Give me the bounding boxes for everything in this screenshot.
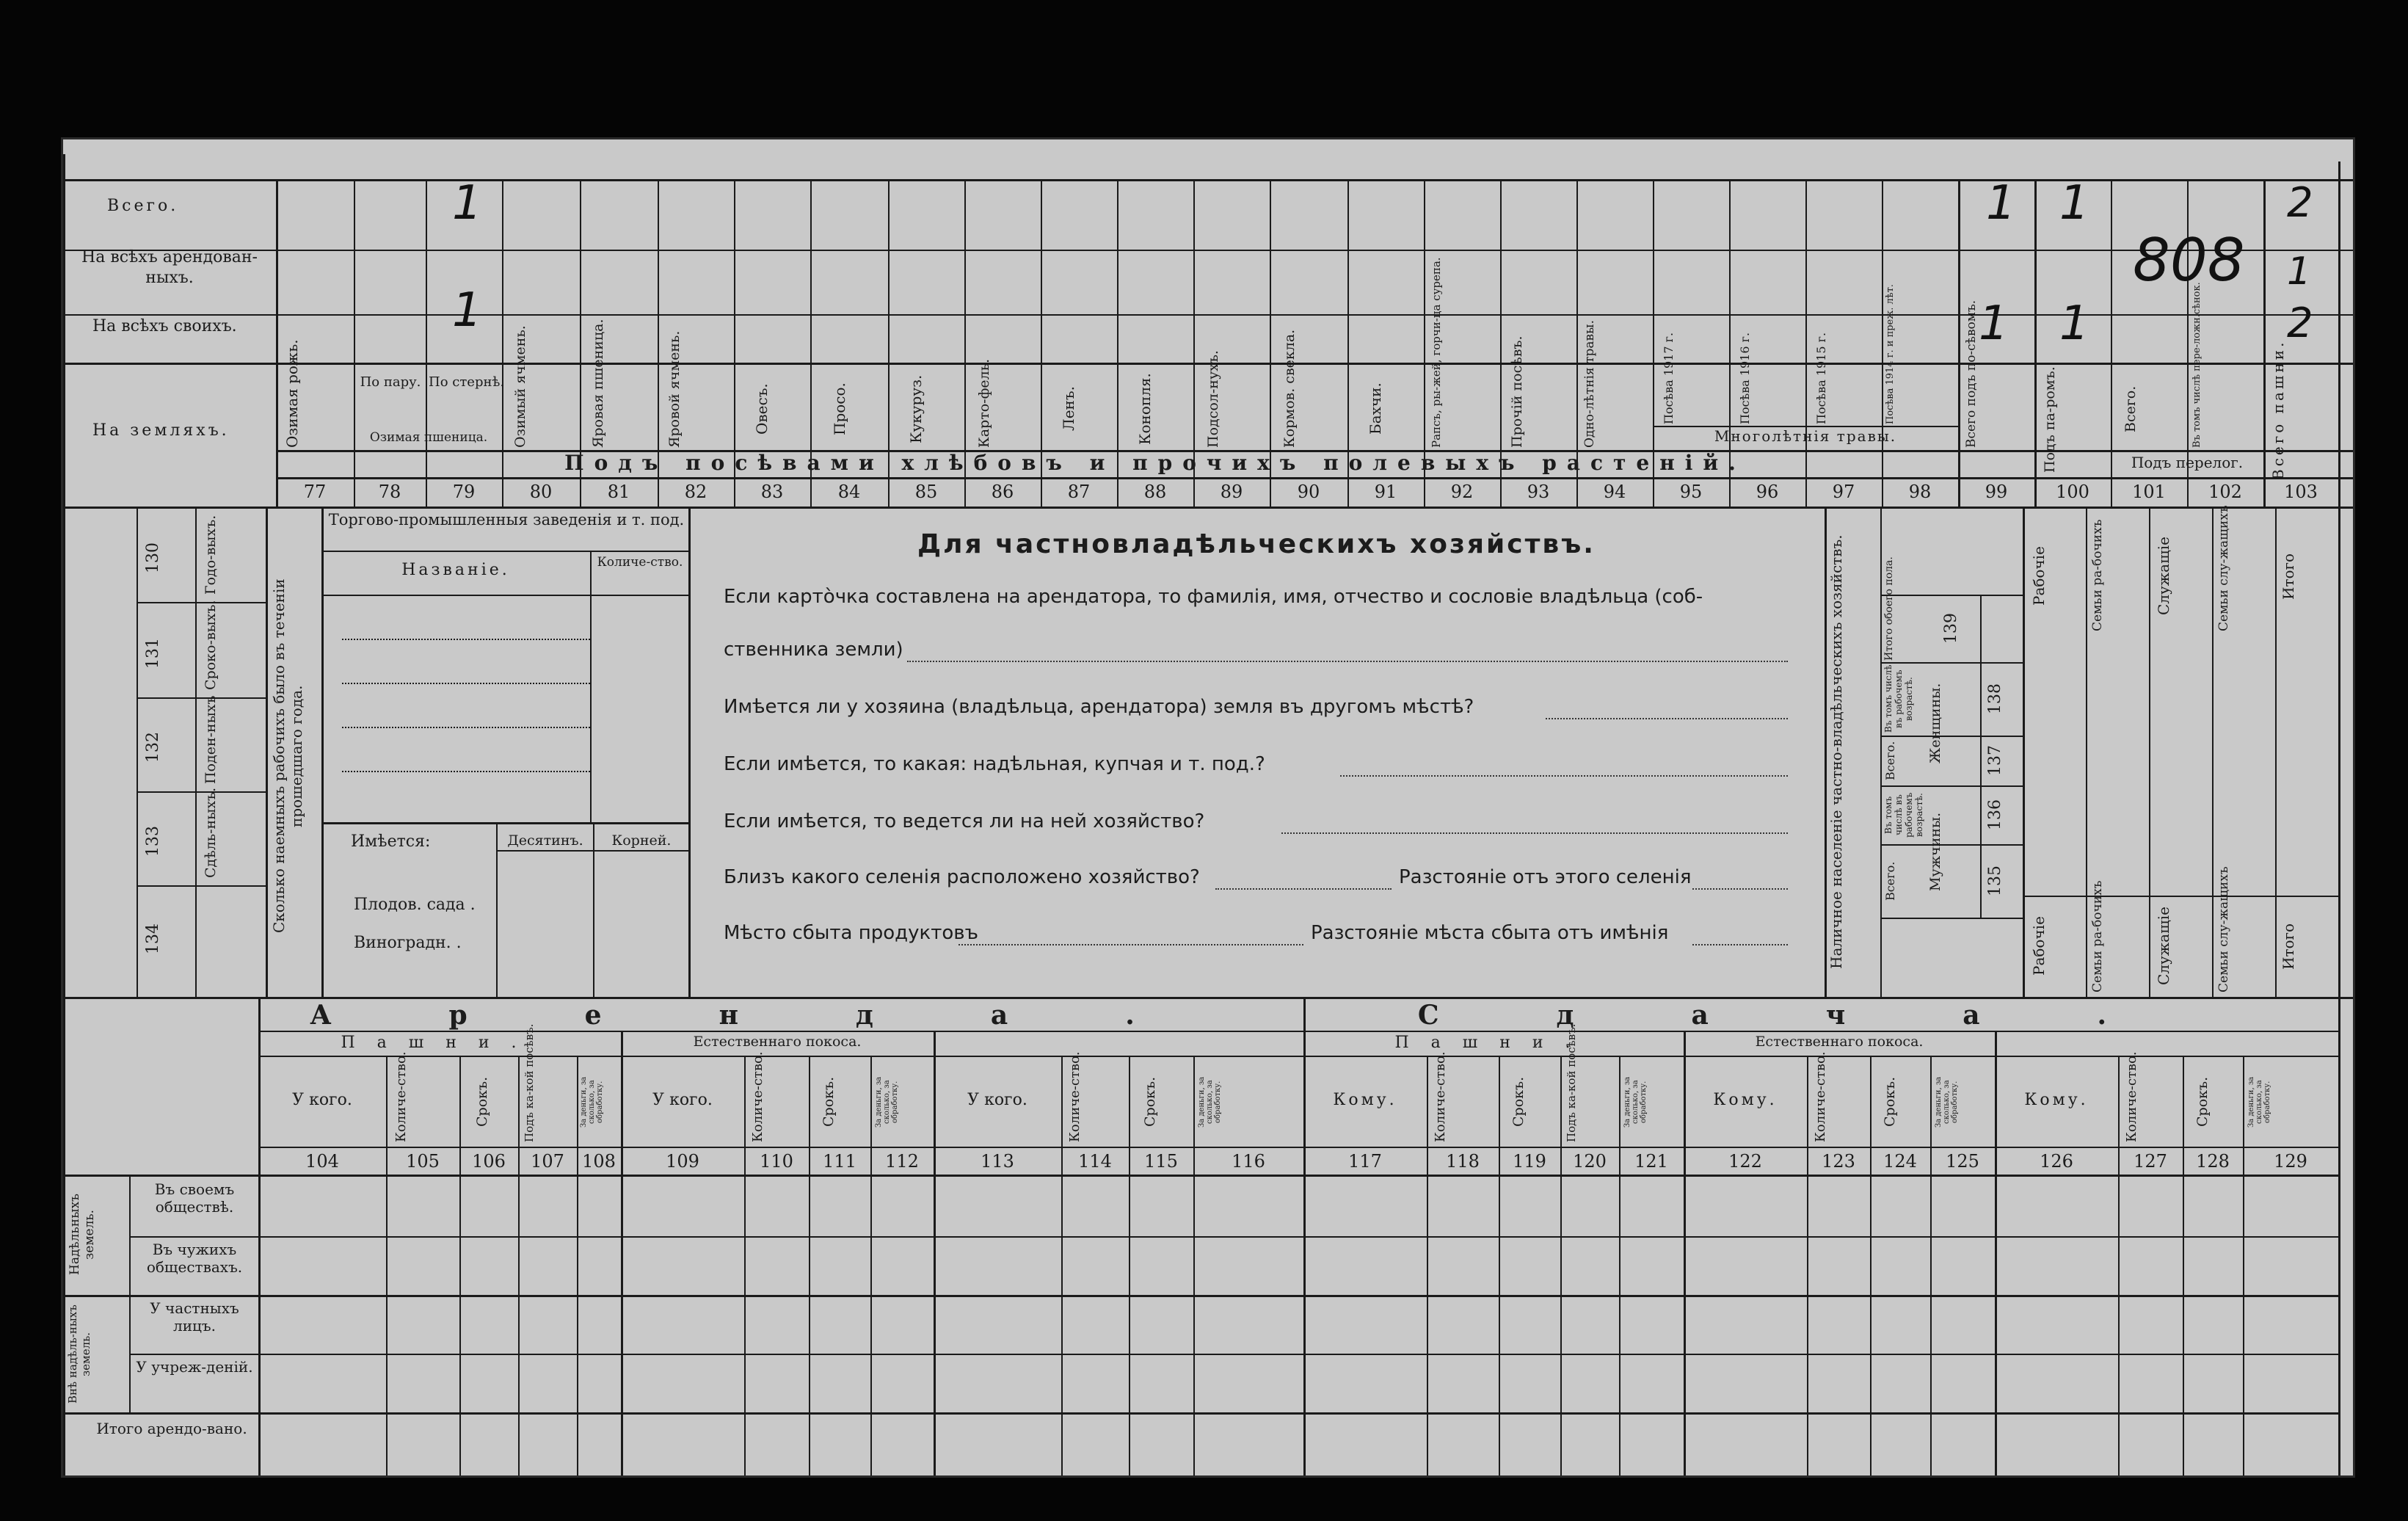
pop-num-135: 135	[1986, 865, 2004, 896]
col-num: 123	[1822, 1151, 1855, 1172]
row-svoih: На всѣхъ своихъ.	[92, 317, 237, 335]
col-num: 113	[981, 1151, 1014, 1172]
q5b-answer-line[interactable]	[1692, 888, 1788, 890]
col-head-84: Просо.	[831, 382, 848, 435]
q6b-answer-line[interactable]	[1692, 944, 1788, 945]
col-num: 77	[303, 482, 327, 502]
kol-114: Количе-ство.	[1067, 1051, 1083, 1142]
population-label: Наличное населеніе частно-владѣльческихъ хозяйствъ.	[1827, 534, 1845, 969]
vsego-m: Всего.	[1883, 861, 1897, 901]
vne-nadel-label: Внѣ надѣль-ныхъ земель.	[66, 1304, 92, 1404]
col-num: 114	[1078, 1151, 1112, 1172]
hw-svoih-100: 1	[2059, 297, 2089, 351]
q6a: Мѣсто сбыта продуктовъ	[724, 922, 978, 944]
col-num: 128	[2196, 1151, 2230, 1172]
komu-2: Кому.	[1713, 1091, 1778, 1109]
col-num: 102	[2208, 482, 2242, 502]
col-num: 79	[452, 482, 476, 502]
za-dengi-121: За деньги, за сколько, за обработку.	[1623, 1076, 1648, 1128]
hired-131-num: 131	[144, 638, 162, 669]
col-head-93: Прочій посѣвъ.	[1509, 335, 1525, 448]
col-head-91: Бахчи.	[1367, 382, 1384, 435]
za-dengi-108: За деньги, за сколько, за обработку.	[580, 1076, 604, 1128]
semi-rab-bottom: Семьи ра-бочихъ	[2090, 880, 2105, 992]
col-num: 108	[582, 1151, 616, 1172]
hw-archive-number: 808	[2133, 226, 2245, 294]
muzhchin-label: Мужчины.	[1927, 812, 1943, 891]
u-kogo-3: У кого.	[967, 1091, 1027, 1109]
perelog-label: Подъ перелог.	[2131, 454, 2244, 471]
col-num: 111	[823, 1151, 856, 1172]
col-num: 121	[1634, 1151, 1668, 1172]
hired-131-label: Сроко-выхъ.	[203, 600, 219, 690]
vinograd-label: Виноградн. .	[354, 934, 462, 952]
col-num: 81	[607, 482, 630, 502]
hw-arend-103: 1	[2287, 250, 2312, 294]
col-head-100: Подъ па-ромъ.	[2042, 366, 2058, 473]
hired-132-label: Поден-ныхъ	[203, 695, 219, 784]
row-itogo: Итого арендо-вано.	[96, 1420, 247, 1437]
col-head-87: Ленъ.	[1060, 386, 1077, 432]
hw-svoih-79: 1	[452, 283, 482, 338]
trade-title: Торгово-промышленныя заведенія и т. под.	[328, 511, 685, 529]
col-num: 118	[1446, 1151, 1480, 1172]
nadel-label: Надѣльныхъ земель.	[68, 1194, 97, 1276]
kol-110: Количе-ство.	[750, 1051, 765, 1142]
col-head-97: Посѣва 1915 г.	[1814, 332, 1828, 424]
row-arend-2: ныхъ.	[145, 269, 194, 287]
komu-1: Кому.	[1333, 1091, 1397, 1109]
col-num: 87	[1067, 482, 1091, 502]
q1b: ственника земли)	[724, 639, 903, 661]
sluzhashchie-bottom: Служащіе	[2155, 907, 2172, 986]
q1a: Если картòчка составлена на арендатора, то фамилія, имя, отчество и сословіе владѣльца (соб-	[724, 586, 1703, 608]
col-head-83: Овесъ.	[753, 383, 771, 435]
col-num: 105	[406, 1151, 440, 1172]
hired-133-num: 133	[144, 826, 162, 857]
col-head-81: Яровая пшеница.	[590, 319, 606, 448]
arenda-pokos: Естественнаго покоса.	[693, 1034, 862, 1050]
zhenshchin-label: Женщины.	[1927, 683, 1943, 763]
census-card	[63, 139, 2353, 1475]
q2: Имѣется ли у хозяина (владѣльца, арендатора) земля въ другомъ мѣстѣ?	[724, 696, 1474, 718]
q4-answer-line[interactable]	[1281, 832, 1788, 834]
col-num: 124	[1883, 1151, 1917, 1172]
col-num: 122	[1728, 1151, 1762, 1172]
arenda-pashni: Пашни.	[341, 1034, 539, 1052]
pop-num-136: 136	[1986, 799, 2004, 830]
hw-vsego-100: 1	[2059, 176, 2089, 230]
col-head-95: Посѣва 1917 г.	[1662, 332, 1676, 424]
v-tom-w: Въ томъ числѣ въ рабочемъ возрастѣ.	[1883, 664, 1914, 733]
col-head-82: Яровой ячмень.	[666, 330, 683, 448]
col-head-77: Озимая рожь.	[283, 339, 301, 448]
col-num: 101	[2132, 482, 2166, 502]
kol-123: Количе-ство.	[1813, 1051, 1828, 1142]
vsego-w: Всего.	[1883, 741, 1897, 780]
sdacha-pokos: Естественнаго покоса.	[1755, 1034, 1924, 1050]
col-head-103: Всего пашни.	[2269, 339, 2287, 480]
col-num: 93	[1527, 482, 1550, 502]
pod-posev-107: Подъ ка-кой посѣвъ.	[523, 1023, 536, 1142]
row-chastnyh: У частныхъ лицъ.	[150, 1299, 239, 1335]
col-num: 95	[1679, 482, 1703, 502]
col-num: 98	[1908, 482, 1932, 502]
q3-answer-line[interactable]	[1340, 775, 1788, 777]
col-head-80: Озимый ячмень.	[512, 325, 528, 448]
za-dengi-116: За деньги, за сколько, за обработку.	[1198, 1076, 1222, 1128]
trade-qty-head: Количе-ство.	[597, 555, 683, 570]
col-num: 117	[1348, 1151, 1382, 1172]
pop-num-139: 139	[1942, 613, 1960, 644]
pod-posev-120: Подъ ка-кой посѣвъ.	[1565, 1023, 1578, 1142]
q3: Если имѣется, то какая: надѣльная, купчая и т. под.?	[724, 753, 1265, 775]
col-num: 109	[666, 1151, 699, 1172]
col-head-92: Рапсъ, ры-жей, горчи-ца сурепа.	[1430, 257, 1443, 448]
za-dengi-125: За деньги, за сколько, за обработку.	[1935, 1076, 1959, 1128]
row-arend-1: На всѣхъ арендован-	[81, 248, 258, 266]
col-num: 119	[1513, 1151, 1546, 1172]
col-num: 103	[2284, 482, 2318, 502]
col-head-79: По стернѣ.	[429, 374, 505, 390]
col-head-ozim-pshen: Озимая пшеница.	[369, 430, 488, 445]
komu-3: Кому.	[2024, 1091, 2089, 1109]
col-head-99: Всего подъ по-сѣвомъ.	[1964, 300, 1979, 448]
col-num: 129	[2274, 1151, 2307, 1172]
trade-name-head: Названіе.	[401, 561, 510, 579]
col-head-85: Кукуруз.	[907, 374, 925, 443]
srok-128: Срокъ.	[2194, 1076, 2211, 1128]
hw-svoih-103: 2	[2287, 300, 2313, 347]
col-num: 90	[1297, 482, 1320, 502]
q6b: Разстояніе мѣста сбыта отъ имѣнія	[1311, 922, 1669, 944]
col-num: 88	[1143, 482, 1167, 502]
has-label: Имѣется:	[351, 832, 431, 851]
hw-vsego-79: 1	[452, 176, 482, 230]
col-num: 104	[305, 1151, 339, 1172]
mnogolet-label: Многолѣтнія травы.	[1714, 427, 1897, 445]
srok-106: Срокъ.	[474, 1076, 490, 1128]
col-num: 78	[378, 482, 401, 502]
col-head-94: Одно-лѣтнія травы.	[1582, 320, 1597, 448]
semi-sluzh-bottom: Семьи слу-жащихъ	[2216, 866, 2231, 992]
q4: Если имѣется, то ведется ли на ней хозяйство?	[724, 810, 1205, 832]
col-num: 80	[529, 482, 553, 502]
col-num: 84	[837, 482, 861, 502]
col-num: 97	[1832, 482, 1855, 502]
sluzhashchie-top: Служащіе	[2155, 537, 2172, 616]
desyatin-head: Десятинъ.	[507, 832, 583, 849]
za-dengi-129: За деньги, за сколько, за обработку.	[2247, 1076, 2271, 1128]
hired-134-num: 134	[144, 923, 162, 954]
col-num: 89	[1220, 482, 1243, 502]
pop-num-137: 137	[1986, 745, 2004, 776]
srok-119: Срокъ.	[1510, 1076, 1527, 1128]
col-head-88: Конопля.	[1136, 373, 1154, 445]
hired-133-label: Сдѣль-ныхъ.	[203, 787, 219, 878]
col-head-98: Посѣва 1914 г. и преж. лѣт.	[1885, 284, 1896, 424]
row-uchrezhd: У учреж-деній.	[136, 1358, 253, 1376]
kol-127: Количе-ство.	[2124, 1051, 2139, 1142]
sdacha-band: Сдача.	[1417, 1000, 2225, 1031]
col-num: 92	[1450, 482, 1474, 502]
col-num: 120	[1573, 1151, 1607, 1172]
semi-sluzh-top: Семьи слу-жащихъ	[2216, 505, 2231, 631]
band-posev: Подъ посѣвами хлѣбовъ и прочихъ полевыхъ растеній.	[564, 451, 1746, 475]
col-head-90: Кормов. свекла.	[1281, 329, 1298, 448]
col-num: 107	[531, 1151, 564, 1172]
semi-rab-top: Семьи ра-бочихъ	[2090, 519, 2105, 631]
col-num: 86	[991, 482, 1014, 502]
q5b: Разстояніе отъ этого селенія	[1399, 866, 1692, 888]
kol-105: Количе-ство.	[393, 1051, 409, 1142]
hired-130-label: Годо-выхъ.	[203, 515, 219, 595]
itogo-bottom: Итого	[2280, 923, 2297, 970]
row-vsego: Всего.	[107, 197, 179, 215]
col-num: 127	[2134, 1151, 2167, 1172]
q5a: Близъ какого селенія расположено хозяйство?	[724, 866, 1200, 888]
col-num: 125	[1946, 1151, 1979, 1172]
u-kogo-1: У кого.	[292, 1091, 352, 1109]
itogo-top: Итого	[2280, 553, 2297, 600]
col-num: 83	[760, 482, 784, 502]
u-kogo-2: У кого.	[652, 1091, 713, 1109]
korney-head: Корней.	[611, 832, 672, 849]
col-num: 106	[472, 1151, 506, 1172]
hired-workers-label: Сколько наемныхъ рабочихъ было въ теченіи прошедшаго года.	[270, 578, 305, 934]
rabochie-top: Рабочіе	[2030, 546, 2048, 606]
v-tom-m: Въ томъ числѣ въ рабочемъ возрастѣ.	[1883, 792, 1924, 838]
col-head-96: Посѣва 1916 г.	[1738, 332, 1752, 424]
col-num: 115	[1144, 1151, 1178, 1172]
q1-answer-line[interactable]	[907, 661, 1788, 662]
hired-130-num: 130	[144, 542, 162, 573]
hw-svoih-99: 1	[1979, 297, 2009, 351]
col-head-78: По пару.	[360, 374, 421, 390]
col-num: 100	[2056, 482, 2089, 502]
col-num: 99	[1985, 482, 2008, 502]
col-num: 96	[1756, 482, 1779, 502]
col-num: 116	[1232, 1151, 1265, 1172]
col-num: 112	[885, 1151, 919, 1172]
col-num: 110	[760, 1151, 793, 1172]
col-num: 126	[2040, 1151, 2073, 1172]
itogo-obeih-label: Итого обоего пола.	[1883, 556, 1895, 661]
q5a-answer-line[interactable]	[1215, 888, 1392, 890]
q6a-answer-line[interactable]	[959, 944, 1303, 945]
col-num: 82	[684, 482, 708, 502]
row-na-zemlyah: На земляхъ.	[92, 421, 230, 440]
col-head-102: Въ томъ числѣ пере-ложн.сѣнок.	[2191, 282, 2203, 448]
kol-118: Количе-ство.	[1433, 1051, 1448, 1142]
row-chuzhih: Въ чужихъ обществахъ.	[146, 1241, 243, 1276]
srok-115: Срокъ.	[1142, 1076, 1158, 1128]
col-head-86: Карто-фель.	[976, 358, 992, 448]
col-head-89: Подсол-нухъ.	[1205, 350, 1221, 448]
hw-vsego-103: 2	[2287, 179, 2313, 227]
col-num: 85	[914, 482, 938, 502]
za-dengi-112: За деньги, за сколько, за обработку.	[875, 1076, 899, 1128]
col-num: 94	[1603, 482, 1626, 502]
srok-124: Срокъ.	[1882, 1076, 1898, 1128]
private-title: Для частновладѣльческихъ хозяйствъ.	[917, 529, 1596, 559]
sdacha-pashni: Пашни.	[1394, 1034, 1593, 1052]
q2-answer-line[interactable]	[1546, 718, 1788, 719]
plody-label: Плодов. сада .	[354, 896, 476, 914]
col-head-101: Всего.	[2123, 385, 2139, 432]
col-num: 91	[1374, 482, 1397, 502]
hw-vsego-99: 1	[1986, 176, 2016, 230]
arenda-band: Аренда.	[310, 1000, 1252, 1031]
row-svoem: Въ своемъ обществѣ.	[154, 1180, 235, 1216]
hired-132-num: 132	[144, 732, 162, 763]
srok-111: Срокъ.	[821, 1076, 837, 1128]
pop-num-138: 138	[1986, 683, 2004, 714]
rabochie-bottom: Рабочіе	[2030, 916, 2048, 976]
